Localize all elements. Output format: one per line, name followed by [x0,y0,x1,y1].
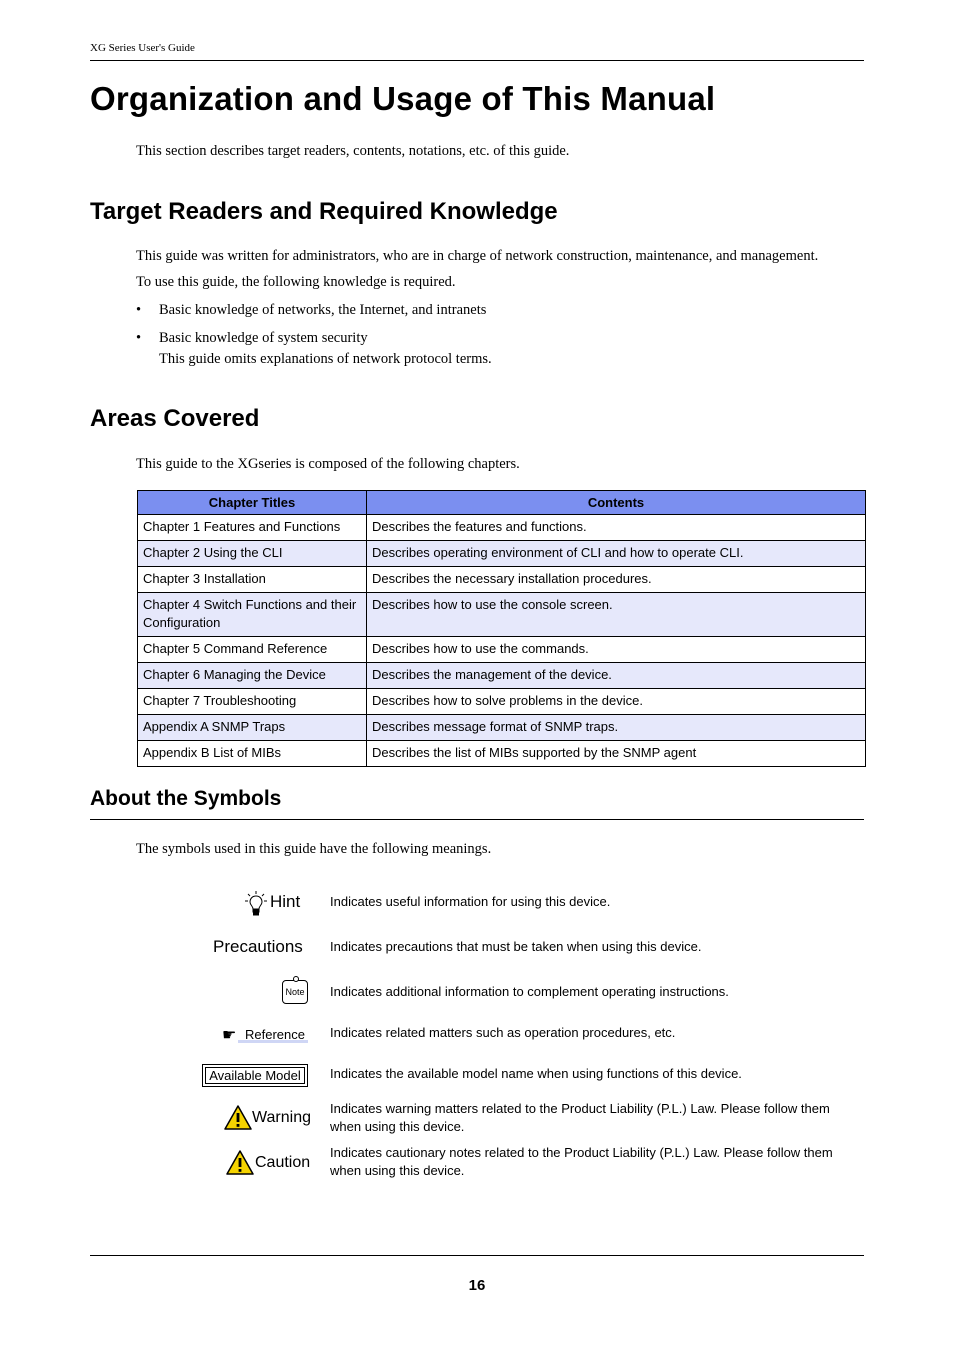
table-header-row [138,491,866,515]
areas-covered-heading: Areas Covered [90,405,260,432]
chapter-title-cell: Chapter 3 Installation [138,567,367,593]
symbols-heading: About the Symbols [90,787,282,810]
warning-description: Indicates warning matters related to the Product Liability (P.L.) Law. Please follow them when using this device. [330,1101,830,1134]
header-rule [90,60,864,61]
hint-description: Indicates useful information for using this device. [330,894,611,909]
chapter-contents-cell: Describes message format of SNMP traps. [367,715,866,741]
bullet-marker: • [136,302,142,318]
chapter-title-cell: Chapter 2 Using the CLI [138,541,367,567]
table-row [138,689,866,715]
caution-triangle-icon [226,1150,254,1175]
available-model-label: Available Model [205,1067,305,1084]
chapter-contents-cell: Describes how to use the commands. [367,637,866,663]
running-header: XG Series User's Guide [90,42,195,54]
caution-label: Caution [255,1154,311,1171]
page-title: Organization and Usage of This Manual [90,80,716,117]
reference-description: Indicates related matters such as operation procedures, etc. [330,1025,676,1040]
table-row [138,663,866,689]
table-row [138,541,866,567]
reference-label: Reference [245,1027,305,1042]
table-row [138,593,866,637]
caution-description: Indicates cautionary notes related to the Product Liability (P.L.) Law. Please follow them when using this device. [330,1145,833,1178]
chapters-table [137,490,866,767]
page-number: 16 [468,1277,486,1294]
symbols-heading-rule [90,819,864,820]
chapter-title-cell: Chapter 4 Switch Functions and their Configuration [138,593,367,637]
column-header-contents: Contents [367,491,866,515]
chapter-title-cell: Chapter 5 Command Reference [138,637,367,663]
page-intro: This section describes target readers, contents, notations, etc. of this guide. [136,143,570,159]
chapter-contents-cell: Describes the necessary installation procedures. [367,567,866,593]
hint-label: Hint [270,892,301,911]
warning-label: Warning [252,1109,311,1126]
bullet-marker: • [136,330,142,346]
note-icon: Note [282,980,308,1004]
lightbulb-icon [245,891,267,917]
warning-triangle-icon [224,1105,252,1130]
footer-rule [90,1255,864,1256]
chapter-contents-cell: Describes the management of the device. [367,663,866,689]
target-readers-para2: To use this guide, the following knowledge is required. [136,274,456,290]
chapter-contents-cell: Describes operating environment of CLI and how to operate CLI. [367,541,866,567]
bullet-item-note: This guide omits explanations of network protocol terms. [159,351,492,367]
table-row [138,515,866,541]
chapter-title-cell: Chapter 1 Features and Functions [138,515,367,541]
column-header-chapter-titles: Chapter Titles [138,491,367,515]
available-model-badge [202,1064,308,1087]
chapter-contents-cell: Describes the list of MIBs supported by the SNMP agent [367,741,866,767]
available-model-description: Indicates the available model name when using functions of this device. [330,1066,742,1081]
precautions-label: Precautions [213,937,303,956]
chapter-title-cell: Appendix B List of MIBs [138,741,367,767]
chapter-title-cell: Chapter 6 Managing the Device [138,663,367,689]
areas-covered-intro: This guide to the XGseries is composed of the following chapters. [136,456,520,472]
target-readers-para1: This guide was written for administrators, who are in charge of network construction, maintenance, and management. [136,248,819,264]
chapter-contents-cell: Describes how to solve problems in the device. [367,689,866,715]
symbols-intro: The symbols used in this guide have the following meanings. [136,841,492,857]
table-row [138,567,866,593]
chapter-contents-cell: Describes how to use the console screen. [367,593,866,637]
precautions-description: Indicates precautions that must be taken when using this device. [330,939,702,954]
bullet-item-security: Basic knowledge of system security [159,330,368,346]
table-row [138,637,866,663]
pointing-hand-icon: ☛ [222,1027,237,1044]
chapter-contents-cell: Describes the features and functions. [367,515,866,541]
table-row [138,715,866,741]
chapter-title-cell: Appendix A SNMP Traps [138,715,367,741]
note-description: Indicates additional information to complement operating instructions. [330,984,729,999]
target-readers-heading: Target Readers and Required Knowledge [90,198,558,225]
chapter-title-cell: Chapter 7 Troubleshooting [138,689,367,715]
bullet-item-networks: Basic knowledge of networks, the Internet, and intranets [159,302,487,318]
note-icon-ring [293,976,299,982]
table-row [138,741,866,767]
